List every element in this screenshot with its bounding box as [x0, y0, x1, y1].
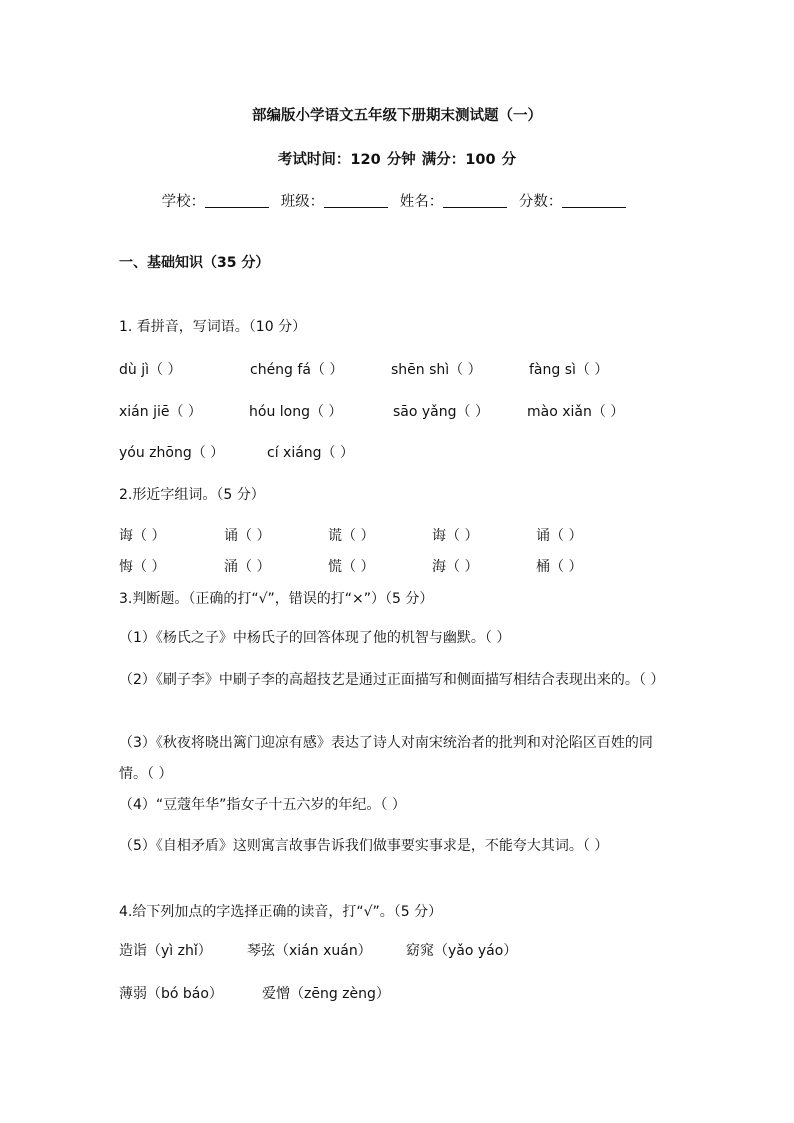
pinyin-item: xián jiē（ ） [119, 404, 202, 420]
reading-item: 琴弦（xián xuán） [247, 943, 372, 959]
reading-row-1 [119, 941, 679, 961]
page-title: 部编版小学语文五年级下册期末测试题（一） [252, 108, 542, 124]
name-label: 姓名： [399, 194, 444, 210]
class-label: 班级： [280, 194, 325, 210]
student-info-line [0, 192, 794, 212]
char-row-1 [119, 526, 679, 546]
question-3-title: 3.判断题。（正确的打“√”，错误的打“×”）（5 分） [119, 591, 434, 607]
char-item: 诲（ ） [119, 528, 166, 544]
char-item: 诲（ ） [432, 528, 479, 544]
section-heading: 一、基础知识（35 分） [119, 255, 270, 271]
name-blank[interactable] [443, 193, 507, 208]
reading-item: 爱憎（zēng zèng） [262, 986, 390, 1002]
reading-item: 窈窕（yǎo yáo） [406, 943, 518, 959]
pinyin-row-2 [119, 402, 679, 422]
judge-item: （2）《刷子李》中刷子李的高超技艺是通过正面描写和侧面描写相结合表现出来的。（ ） [119, 672, 665, 688]
char-item: 悔（ ） [119, 559, 166, 575]
question-2-title: 2.形近字组词。（5 分） [119, 487, 265, 503]
char-item: 涌（ ） [224, 559, 271, 575]
pinyin-row-3 [119, 443, 679, 463]
char-item: 诵（ ） [224, 528, 271, 544]
char-item: 海（ ） [432, 559, 479, 575]
pinyin-item: dù jì（ ） [119, 362, 182, 378]
pinyin-row-1 [119, 360, 679, 380]
char-item: 诵（ ） [536, 528, 583, 544]
pinyin-item: shēn shì（ ） [391, 362, 482, 378]
reading-item: 薄弱（bó báo） [119, 986, 223, 1002]
judge-item: （5）《自相矛盾》这则寓言故事告诉我们做事要实事求是，不能夸大其词。（ ） [119, 838, 609, 854]
judge-item: （3）《秋夜将晓出篱门迎凉有感》表达了诗人对南宋统治者的批判和对沦陷区百姓的同情。（ ） [119, 735, 653, 782]
school-blank[interactable] [205, 193, 269, 208]
judge-item: （4）“豆蔻年华”指女子十五六岁的年纪。（ ） [119, 797, 406, 813]
reading-row-2 [119, 984, 679, 1004]
exam-info: 考试时间：120 分钟 满分：100 分 [277, 152, 517, 168]
score-label: 分数： [518, 194, 563, 210]
pinyin-item: yóu zhōng（ ） [119, 445, 225, 461]
school-label: 学校： [161, 194, 206, 210]
judge-item: （1）《杨氏之子》中杨氏子的回答体现了他的机智与幽默。（ ） [119, 630, 511, 646]
class-blank[interactable] [324, 193, 388, 208]
pinyin-item: cí xiáng（ ） [267, 445, 355, 461]
score-blank[interactable] [562, 193, 626, 208]
char-item: 慌（ ） [328, 559, 375, 575]
char-item: 桶（ ） [536, 559, 583, 575]
char-item: 谎（ ） [328, 528, 375, 544]
pinyin-item: mào xiǎn（ ） [527, 404, 625, 420]
question-1-title: 1. 看拼音，写词语。（10 分） [119, 319, 307, 335]
question-4-title: 4.给下列加点的字选择正确的读音，打“√”。（5 分） [119, 904, 443, 920]
char-row-2 [119, 557, 679, 577]
pinyin-item: chéng fá（ ） [250, 362, 344, 378]
pinyin-item: fàng sì（ ） [529, 362, 609, 378]
reading-item: 造诣（yì zhǐ） [119, 943, 212, 959]
pinyin-item: sāo yǎng（ ） [393, 404, 489, 420]
pinyin-item: hóu long（ ） [249, 404, 343, 420]
